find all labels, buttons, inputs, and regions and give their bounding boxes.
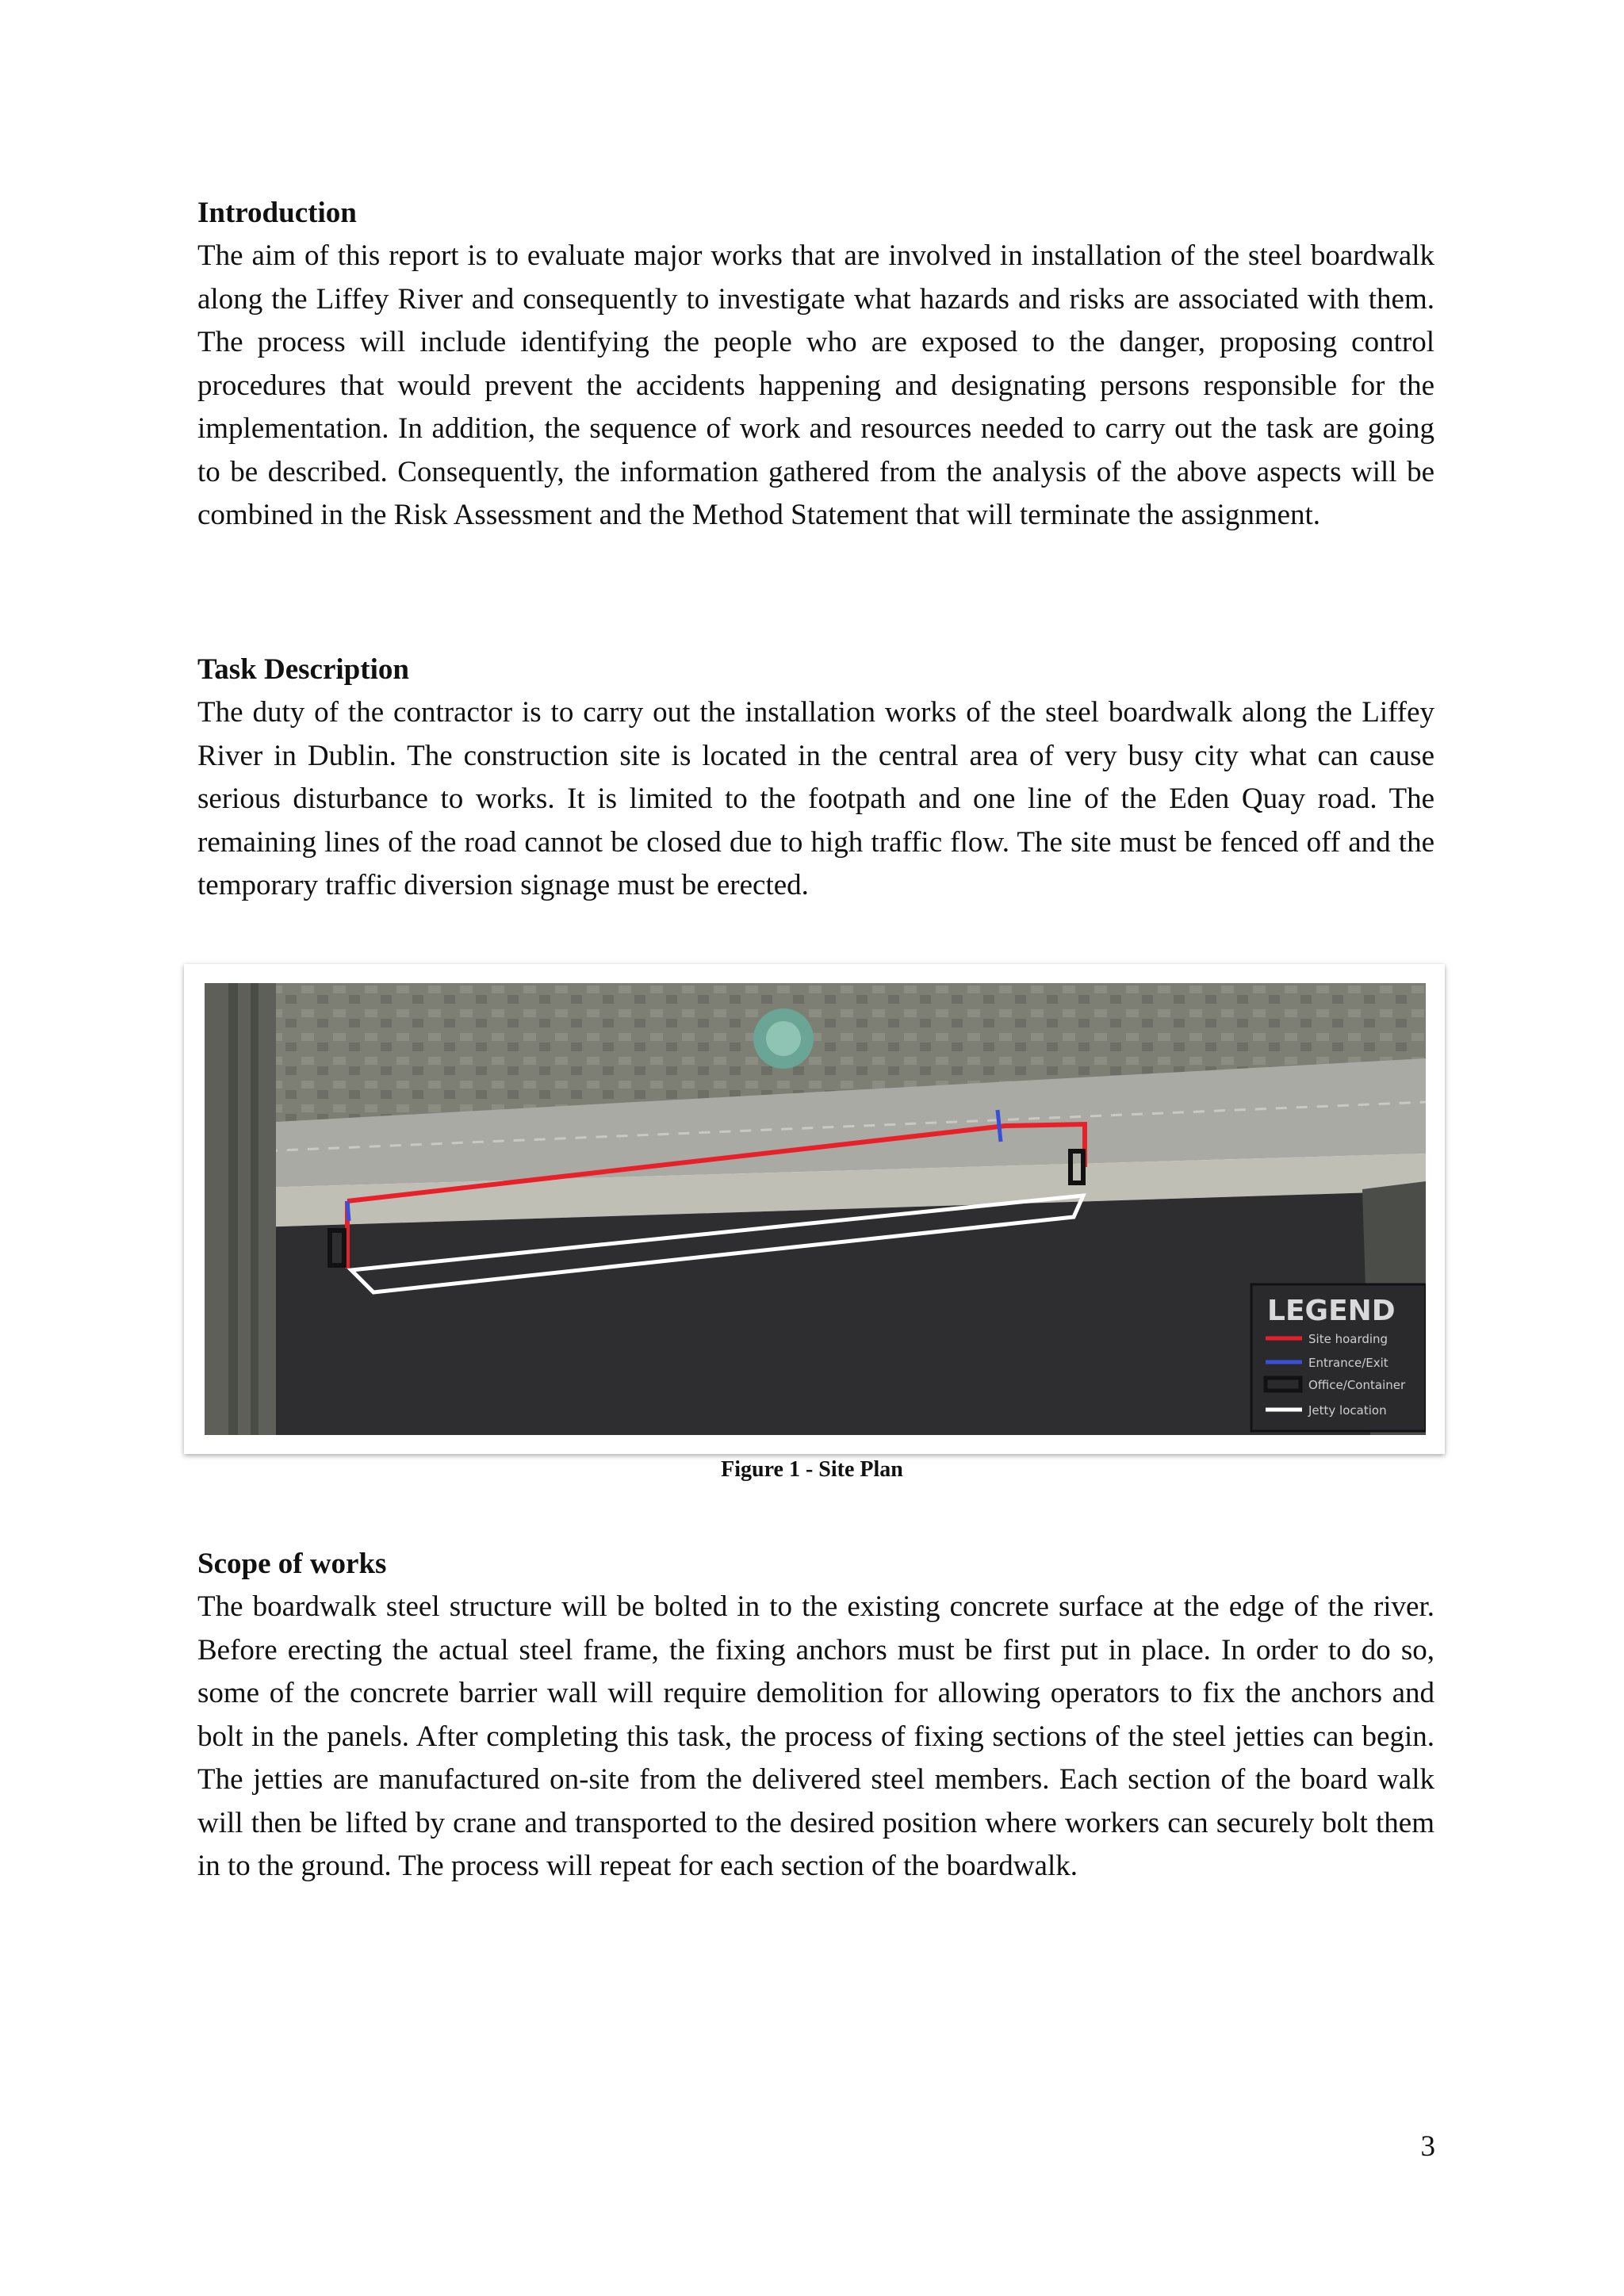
introduction-heading: Introduction [197, 197, 357, 229]
scope-of-works-heading: Scope of works [197, 1548, 387, 1580]
site-plan-figure [184, 964, 1445, 1454]
legend-item-label: Entrance/Exit [1308, 1356, 1388, 1370]
legend-item-label: Office/Container [1308, 1378, 1406, 1392]
introduction-paragraph: The aim of this report is to evaluate major works that are involved in installation of the steel boardwalk along the Liffey River and consequently to investigate what hazards and risks are associated with them. The process will include identifying the people who are exposed to the danger, proposing control procedures that would prevent the accidents happening and designating persons responsible for the implementation. In addition, the sequence of work and resources needed to carry out the task are going to be described. Consequently, the information gathered from the analysis of the above aspects will be combined in the Risk Assessment and the Method Statement that will terminate the assignment. [197, 239, 1434, 531]
legend-item-label: Site hoarding [1308, 1332, 1388, 1346]
legend-title: LEGEND [1267, 1295, 1396, 1327]
site-plan-legend [1251, 1284, 1426, 1431]
scope-of-works-section [197, 1542, 1434, 1888]
task-description-heading: Task Description [197, 653, 409, 686]
page-number: 3 [1420, 2130, 1435, 2163]
scope-of-works-paragraph: The boardwalk steel structure will be bolted in to the existing concrete surface at the edge of the river. Before erecting the actual steel frame, the fixing anchors must be first put in place. In order to do so, some of the concrete barrier wall will require demolition for allowing operators to fix the anchors and bolt in the panels. After completing this task, the process of fixing sections of the steel jetties can begin. The jetties are manufactured on-site from the delivered steel members. Each section of the board walk will then be lifted by crane and transported to the desired position where workers can securely bolt them in to the ground. The process will repeat for each section of the boardwalk. [197, 1590, 1434, 1882]
task-description-section [197, 648, 1434, 908]
introduction-section [197, 191, 1434, 538]
task-description-paragraph: The duty of the contractor is to carry out the installation works of the steel boardwalk along the Liffey River in Dublin. The construction site is located in the central area of very busy city what can cause serious disturbance to works. It is limited to the footpath and one line of the Eden Quay road. The remaining lines of the road cannot be closed due to high traffic flow. The site must be fenced off and the temporary traffic diversion signage must be erected. [197, 696, 1434, 901]
legend-item-label: Jetty location [1308, 1403, 1387, 1418]
site-plan-aerial-image [205, 983, 1426, 1435]
figure-caption: Figure 1 - Site Plan [721, 1457, 903, 1482]
